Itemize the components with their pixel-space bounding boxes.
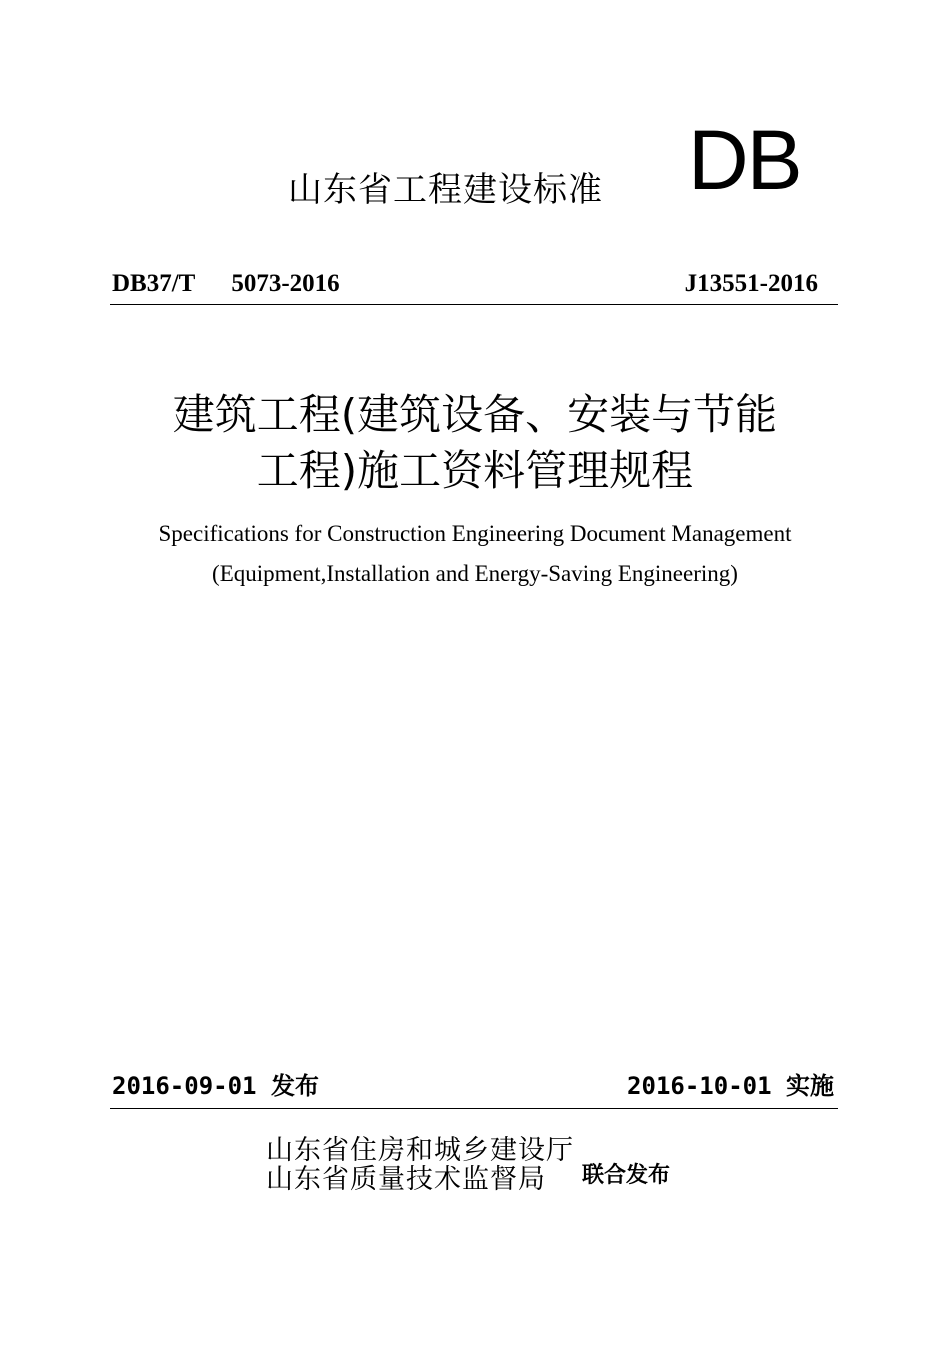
standard-number bbox=[112, 270, 340, 298]
title-en-line-2: (Equipment,Installation and Energy-Saving Engineering) bbox=[212, 561, 738, 586]
joint-issue-label: 联合发布 bbox=[582, 1163, 671, 1188]
standard-serial: 5073-2016 bbox=[231, 270, 340, 297]
title-cn-line-2: 工程)施工资料管理规程 bbox=[256, 446, 694, 495]
db-mark: DB bbox=[688, 113, 801, 207]
issue-date: 2016-09-01 发布 bbox=[112, 1072, 319, 1100]
issuer-quality-bureau: 山东省质量技术监督局 bbox=[266, 1164, 546, 1195]
top-divider bbox=[110, 304, 838, 305]
standard-code: DB37/T bbox=[112, 270, 196, 297]
title-en-line-1: Specifications for Construction Engineering Document Management bbox=[158, 521, 792, 546]
title-cn-line-1: 建筑工程(建筑设备、安装与节能 bbox=[172, 390, 778, 439]
record-number: J13551-2016 bbox=[684, 270, 818, 297]
issuer-housing-department: 山东省住房和城乡建设厅 bbox=[266, 1135, 574, 1166]
bottom-divider bbox=[110, 1108, 838, 1109]
implement-date: 2016-10-01 实施 bbox=[627, 1072, 834, 1100]
standard-category: 山东省工程建设标准 bbox=[288, 170, 603, 210]
